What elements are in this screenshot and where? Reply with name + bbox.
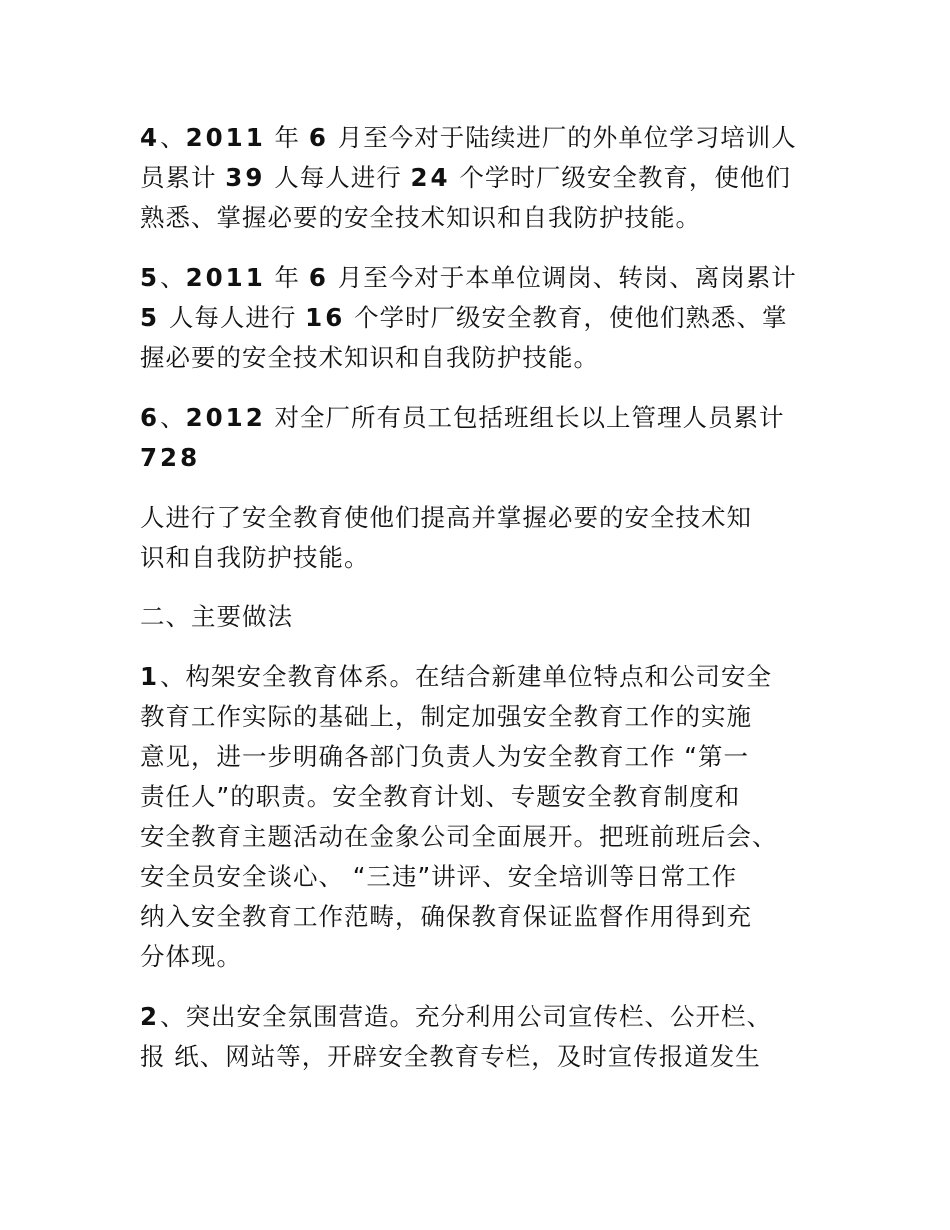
- text-line: [140, 697, 752, 737]
- number-span: 1: [140, 662, 161, 691]
- text-line: [140, 158, 791, 198]
- text-span: 年: [265, 123, 309, 152]
- text-span: 纳入安全教育工作范畴，确保教育保证监督作用得到充: [140, 902, 752, 931]
- text-span: 、构架安全教育体系。在结合新建单位特点和公司安全: [160, 662, 773, 691]
- number-span: 16: [305, 303, 346, 332]
- text-span: 、: [160, 123, 186, 152]
- number-span: 4: [140, 123, 161, 152]
- text-line: [140, 597, 293, 637]
- text-span: 、: [160, 403, 186, 432]
- text-line: [140, 857, 737, 897]
- text-line: [140, 937, 242, 977]
- text-span: 个学时厂级安全教育，使他们: [450, 163, 791, 192]
- number-span: 2011: [185, 123, 266, 152]
- text-span: 安全教育主题活动在金象公司全面展开。把班前班后会、: [140, 822, 778, 851]
- text-line: [140, 737, 749, 777]
- number-span: 6: [308, 123, 329, 152]
- text-span: 员累计: [140, 163, 226, 192]
- text-line: [140, 298, 788, 338]
- text-span: 识和自我防护技能。: [140, 543, 370, 572]
- text-line: [140, 817, 778, 857]
- text-line: [140, 338, 599, 378]
- number-span: 39: [225, 163, 266, 192]
- text-span: 人每人进行: [160, 303, 306, 332]
- text-span: 二、主要做法: [140, 602, 293, 631]
- text-span: 人进行了安全教育使他们提高并掌握必要的安全技术知: [140, 503, 752, 532]
- number-span: 2011: [185, 263, 266, 292]
- number-span: 5: [140, 303, 161, 332]
- text-line: [140, 118, 797, 158]
- text-line: [140, 777, 740, 817]
- text-line: [140, 1037, 761, 1077]
- text-line: [140, 438, 200, 478]
- text-span: 握必要的安全技术知识和自我防护技能。: [140, 343, 599, 372]
- text-span: 意见，进一步明确各部门负责人为安全教育工作 “第一: [140, 742, 749, 771]
- text-span: 分体现。: [140, 942, 242, 971]
- text-span: 责任人”的职责。安全教育计划、专题安全教育制度和: [140, 782, 741, 811]
- number-span: 2012: [185, 403, 266, 432]
- text-span: 熟悉、掌握必要的安全技术知识和自我防护技能。: [140, 203, 701, 232]
- text-span: 人每人进行: [265, 163, 411, 192]
- text-line: [140, 398, 785, 438]
- text-line: [140, 198, 701, 238]
- number-span: 6: [140, 403, 161, 432]
- text-span: 、: [160, 263, 186, 292]
- number-span: 24: [410, 163, 451, 192]
- text-span: 、突出安全氛围营造。充分利用公司宣传栏、公开栏、: [160, 1002, 773, 1031]
- number-span: 5: [140, 263, 161, 292]
- number-span: 728: [140, 443, 201, 472]
- text-span: 月至今对于陆续进厂的外单位学习培训人: [328, 123, 797, 152]
- text-span: 年: [265, 263, 309, 292]
- text-span: 个学时厂级安全教育，使他们熟悉、掌: [345, 303, 788, 332]
- text-span: 安全员安全谈心、 “三违”讲评、安全培训等日常工作: [140, 862, 738, 891]
- text-span: 对全厂所有员工包括班组长以上管理人员累计: [265, 403, 785, 432]
- text-line: [140, 258, 797, 298]
- text-line: [140, 897, 752, 937]
- number-span: 6: [308, 263, 329, 292]
- text-line: [140, 498, 752, 538]
- text-line: [140, 538, 370, 578]
- text-span: 月至今对于本单位调岗、转岗、离岗累计: [328, 263, 797, 292]
- text-span: 教育工作实际的基础上，制定加强安全教育工作的实施: [140, 702, 752, 731]
- text-span: 报 纸、网站等，开辟安全教育专栏，及时宣传报道发生: [140, 1042, 761, 1071]
- text-line: [140, 997, 772, 1037]
- number-span: 2: [140, 1002, 161, 1031]
- text-line: [140, 657, 772, 697]
